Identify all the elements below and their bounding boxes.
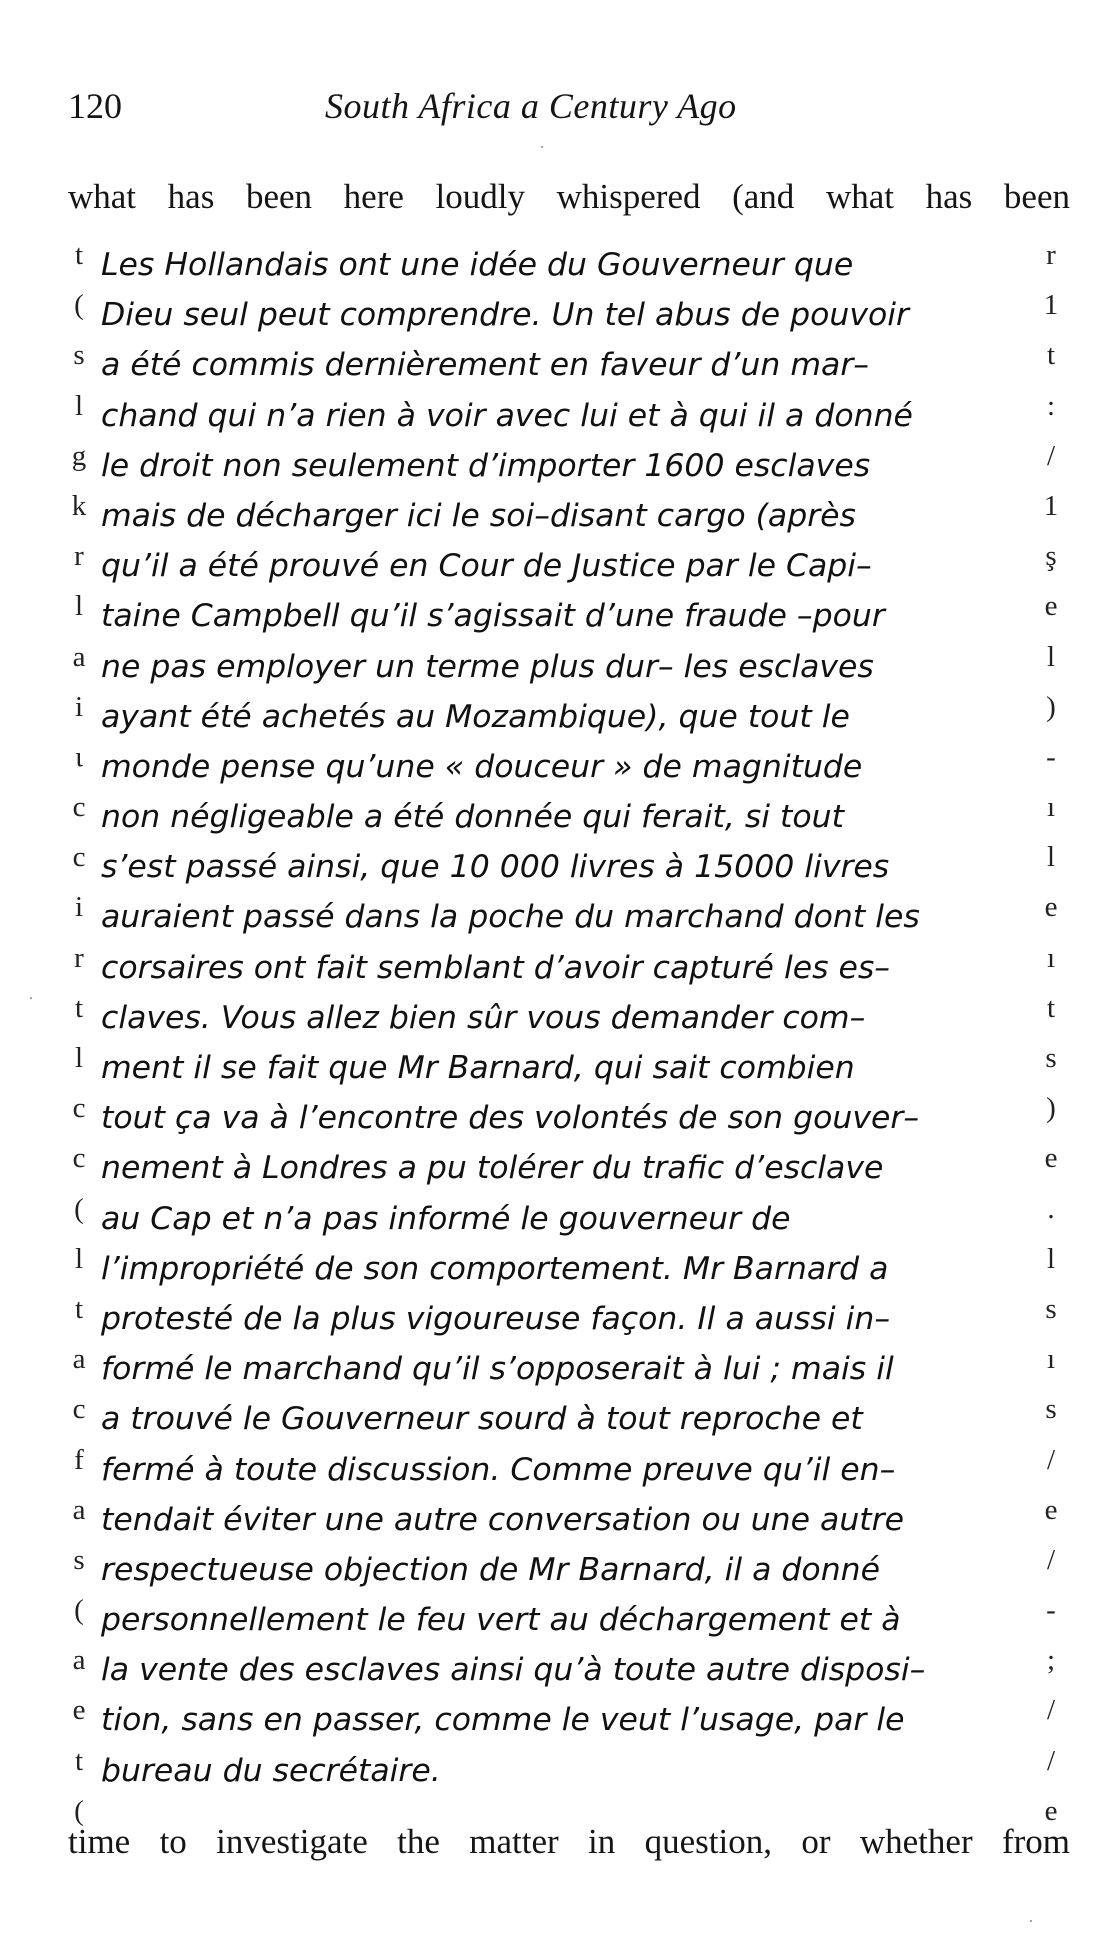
left-margin-fragment: t — [74, 1292, 84, 1325]
french-line: qu’il a été prouvé en Cour de Justice par le Capi– — [101, 548, 872, 585]
french-translation-overlay — [101, 240, 1035, 1796]
right-margin-fragment: t — [1046, 991, 1056, 1024]
left-margin-fragment: l — [74, 1042, 84, 1074]
left-margin-fragment: ( — [74, 1794, 84, 1827]
french-line: a été commis dernièrement en faveur d’un mar– — [101, 347, 870, 384]
left-margin-fragment: ( — [74, 1594, 84, 1627]
left-margin-fragment: s — [73, 339, 85, 372]
left-margin-fragment: c — [72, 791, 86, 824]
left-margin-fragment: a — [72, 1493, 86, 1526]
page-number: 120 — [68, 86, 122, 126]
french-line: protesté de la plus vigoureuse façon. Il a aussi in– — [101, 1300, 891, 1337]
french-line: ment il se fait que Mr Barnard, qui sait combien — [101, 1050, 855, 1086]
original-top-line: what has been here loudly whispered (and what has been — [68, 177, 1070, 216]
right-margin-fragment: / — [1046, 439, 1056, 472]
right-margin-fragment: / — [1046, 1543, 1056, 1576]
right-margin-fragment: / — [1046, 1694, 1056, 1727]
right-margin-fragment: e — [1044, 891, 1058, 924]
french-line: mais de décharger ici le soi–disant cargo (après — [101, 497, 856, 534]
right-margin-fragment: 1 — [1043, 489, 1059, 522]
left-margin-fragment: c — [72, 1092, 86, 1125]
french-line: tendait éviter une autre conversation ou une autre — [101, 1501, 904, 1538]
left-margin-fragment: t — [74, 239, 84, 271]
right-margin-fragment: e — [1044, 1794, 1058, 1827]
left-margin-fragment: r — [74, 540, 84, 573]
french-line: respectueuse objection de Mr Barnard, il a donné — [101, 1551, 881, 1588]
right-margin-fragment: - — [1046, 740, 1056, 773]
french-line: le droit non seulement d’importer 1600 esclaves — [101, 447, 871, 484]
right-margin-fragment: ı — [1046, 1343, 1056, 1376]
french-line: ne pas employer un terme plus dur– les esclaves — [101, 648, 874, 685]
left-margin-fragment: i — [74, 690, 84, 723]
right-margin-fragment: s — [1045, 1393, 1057, 1426]
left-margin-fragment: g — [71, 439, 87, 472]
left-margin-fragment: c — [72, 1142, 86, 1175]
right-margin-fragment: r — [1046, 239, 1056, 271]
paper-speck — [541, 146, 543, 148]
left-margin-fragment: a — [72, 1343, 86, 1376]
french-line: auraient passé dans la poche du marchand dont les — [101, 899, 920, 936]
french-line: corsaires ont fait semblant d’avoir capturé les es– — [101, 949, 891, 986]
left-margin-fragment: i — [74, 891, 84, 924]
french-line: chand qui n’a rien à voir avec lui et à qui il a donné — [101, 397, 913, 434]
left-margin-fragment: ( — [74, 1192, 84, 1225]
right-margin-fragment: l — [1046, 1242, 1056, 1275]
french-line: personnellement le feu vert au déchargement et à — [101, 1602, 901, 1639]
french-line: formé le marchand qu’il s’opposerait à lui ; mais il — [101, 1351, 894, 1388]
right-margin-fragment: ; — [1046, 1644, 1056, 1677]
right-margin-fragment: t — [1046, 339, 1056, 372]
french-line: claves. Vous allez bien sûr vous demander com– — [101, 999, 866, 1036]
page-header — [68, 82, 1072, 130]
right-margin-fragment: . — [1047, 1192, 1055, 1225]
right-margin-fragment: s — [1045, 1042, 1057, 1074]
right-margin-fragment: ) — [1046, 1092, 1056, 1125]
left-margin-fragment: e — [72, 1694, 86, 1727]
left-margin-fragment: t — [74, 991, 84, 1024]
left-margin-fragment: l — [74, 389, 84, 422]
french-line: non négligeable a été donnée qui ferait, si tout — [101, 799, 844, 836]
right-margin-fragment: : — [1046, 389, 1056, 422]
french-line: bureau du secrétaire. — [101, 1752, 441, 1789]
left-margin-fragment: l — [74, 1242, 84, 1275]
right-margin-fragment: 1 — [1043, 289, 1059, 322]
french-line: monde pense qu’une « douceur » de magnitude — [101, 748, 863, 785]
original-bottom-line: time to investigate the matter in question, or whether from — [68, 1822, 1070, 1861]
right-margin-fragments — [1040, 230, 1062, 1836]
right-margin-fragment: e — [1044, 590, 1058, 623]
right-margin-fragment: l — [1046, 841, 1056, 874]
left-margin-fragment: a — [72, 640, 86, 673]
french-line: la vente des esclaves ainsi qu’à toute autre disposi– — [101, 1652, 926, 1689]
right-margin-fragment: - — [1046, 1594, 1056, 1627]
french-line: a trouvé le Gouverneur sourd à tout reproche et — [101, 1401, 863, 1438]
french-line: fermé à toute discussion. Comme preuve qu’il en– — [101, 1451, 896, 1488]
right-margin-fragment: l — [1046, 640, 1056, 673]
right-margin-fragment: ı — [1046, 791, 1056, 824]
right-margin-fragment: e — [1044, 1493, 1058, 1526]
french-line: s’est passé ainsi, que 10 000 livres à 15000 livres — [101, 849, 890, 886]
running-title: South Africa a Century Ago — [325, 86, 737, 126]
left-margin-fragment: f — [74, 1443, 84, 1476]
right-margin-fragment: / — [1046, 1443, 1056, 1476]
right-margin-fragment: s — [1045, 1292, 1057, 1325]
right-margin-fragment: e — [1044, 1142, 1058, 1175]
french-line: l’impropriété de son comportement. Mr Barnard a — [101, 1250, 889, 1287]
right-margin-fragment: / — [1046, 1744, 1056, 1777]
french-line: Les Hollandais ont une idée du Gouverneur que — [101, 247, 854, 283]
left-margin-fragment: ( — [74, 289, 84, 322]
left-margin-fragment: k — [71, 489, 87, 522]
french-line: tion, sans en passer, comme le veut l’usage, par le — [101, 1702, 905, 1739]
left-margin-fragment: ι — [75, 740, 83, 773]
right-margin-fragment: ) — [1046, 690, 1056, 723]
paper-speck — [30, 997, 32, 999]
left-margin-fragments — [68, 230, 90, 1836]
left-margin-fragment: t — [74, 1744, 84, 1777]
french-line: tout ça va à l’encontre des volontés de son gouver– — [101, 1100, 920, 1137]
paper-speck — [1030, 1920, 1032, 1922]
right-margin-fragment: ş — [1045, 540, 1057, 573]
left-margin-fragment: l — [74, 590, 84, 623]
french-line: ayant été achetés au Mozambique), que tout le — [101, 698, 850, 735]
french-line: au Cap et n’a pas informé le gouverneur de — [101, 1200, 791, 1237]
left-margin-fragment: r — [74, 941, 84, 974]
left-margin-fragment: s — [73, 1543, 85, 1576]
french-line: taine Campbell qu’il s’agissait d’une fraude –pour — [101, 598, 885, 635]
french-line: Dieu seul peut comprendre. Un tel abus de pouvoir — [101, 297, 909, 334]
left-margin-fragment: c — [72, 1393, 86, 1426]
left-margin-fragment: c — [72, 841, 86, 874]
left-margin-fragment: a — [72, 1644, 86, 1677]
french-line: nement à Londres a pu tolérer du trafic d’esclave — [101, 1150, 884, 1187]
right-margin-fragment: ı — [1046, 941, 1056, 974]
